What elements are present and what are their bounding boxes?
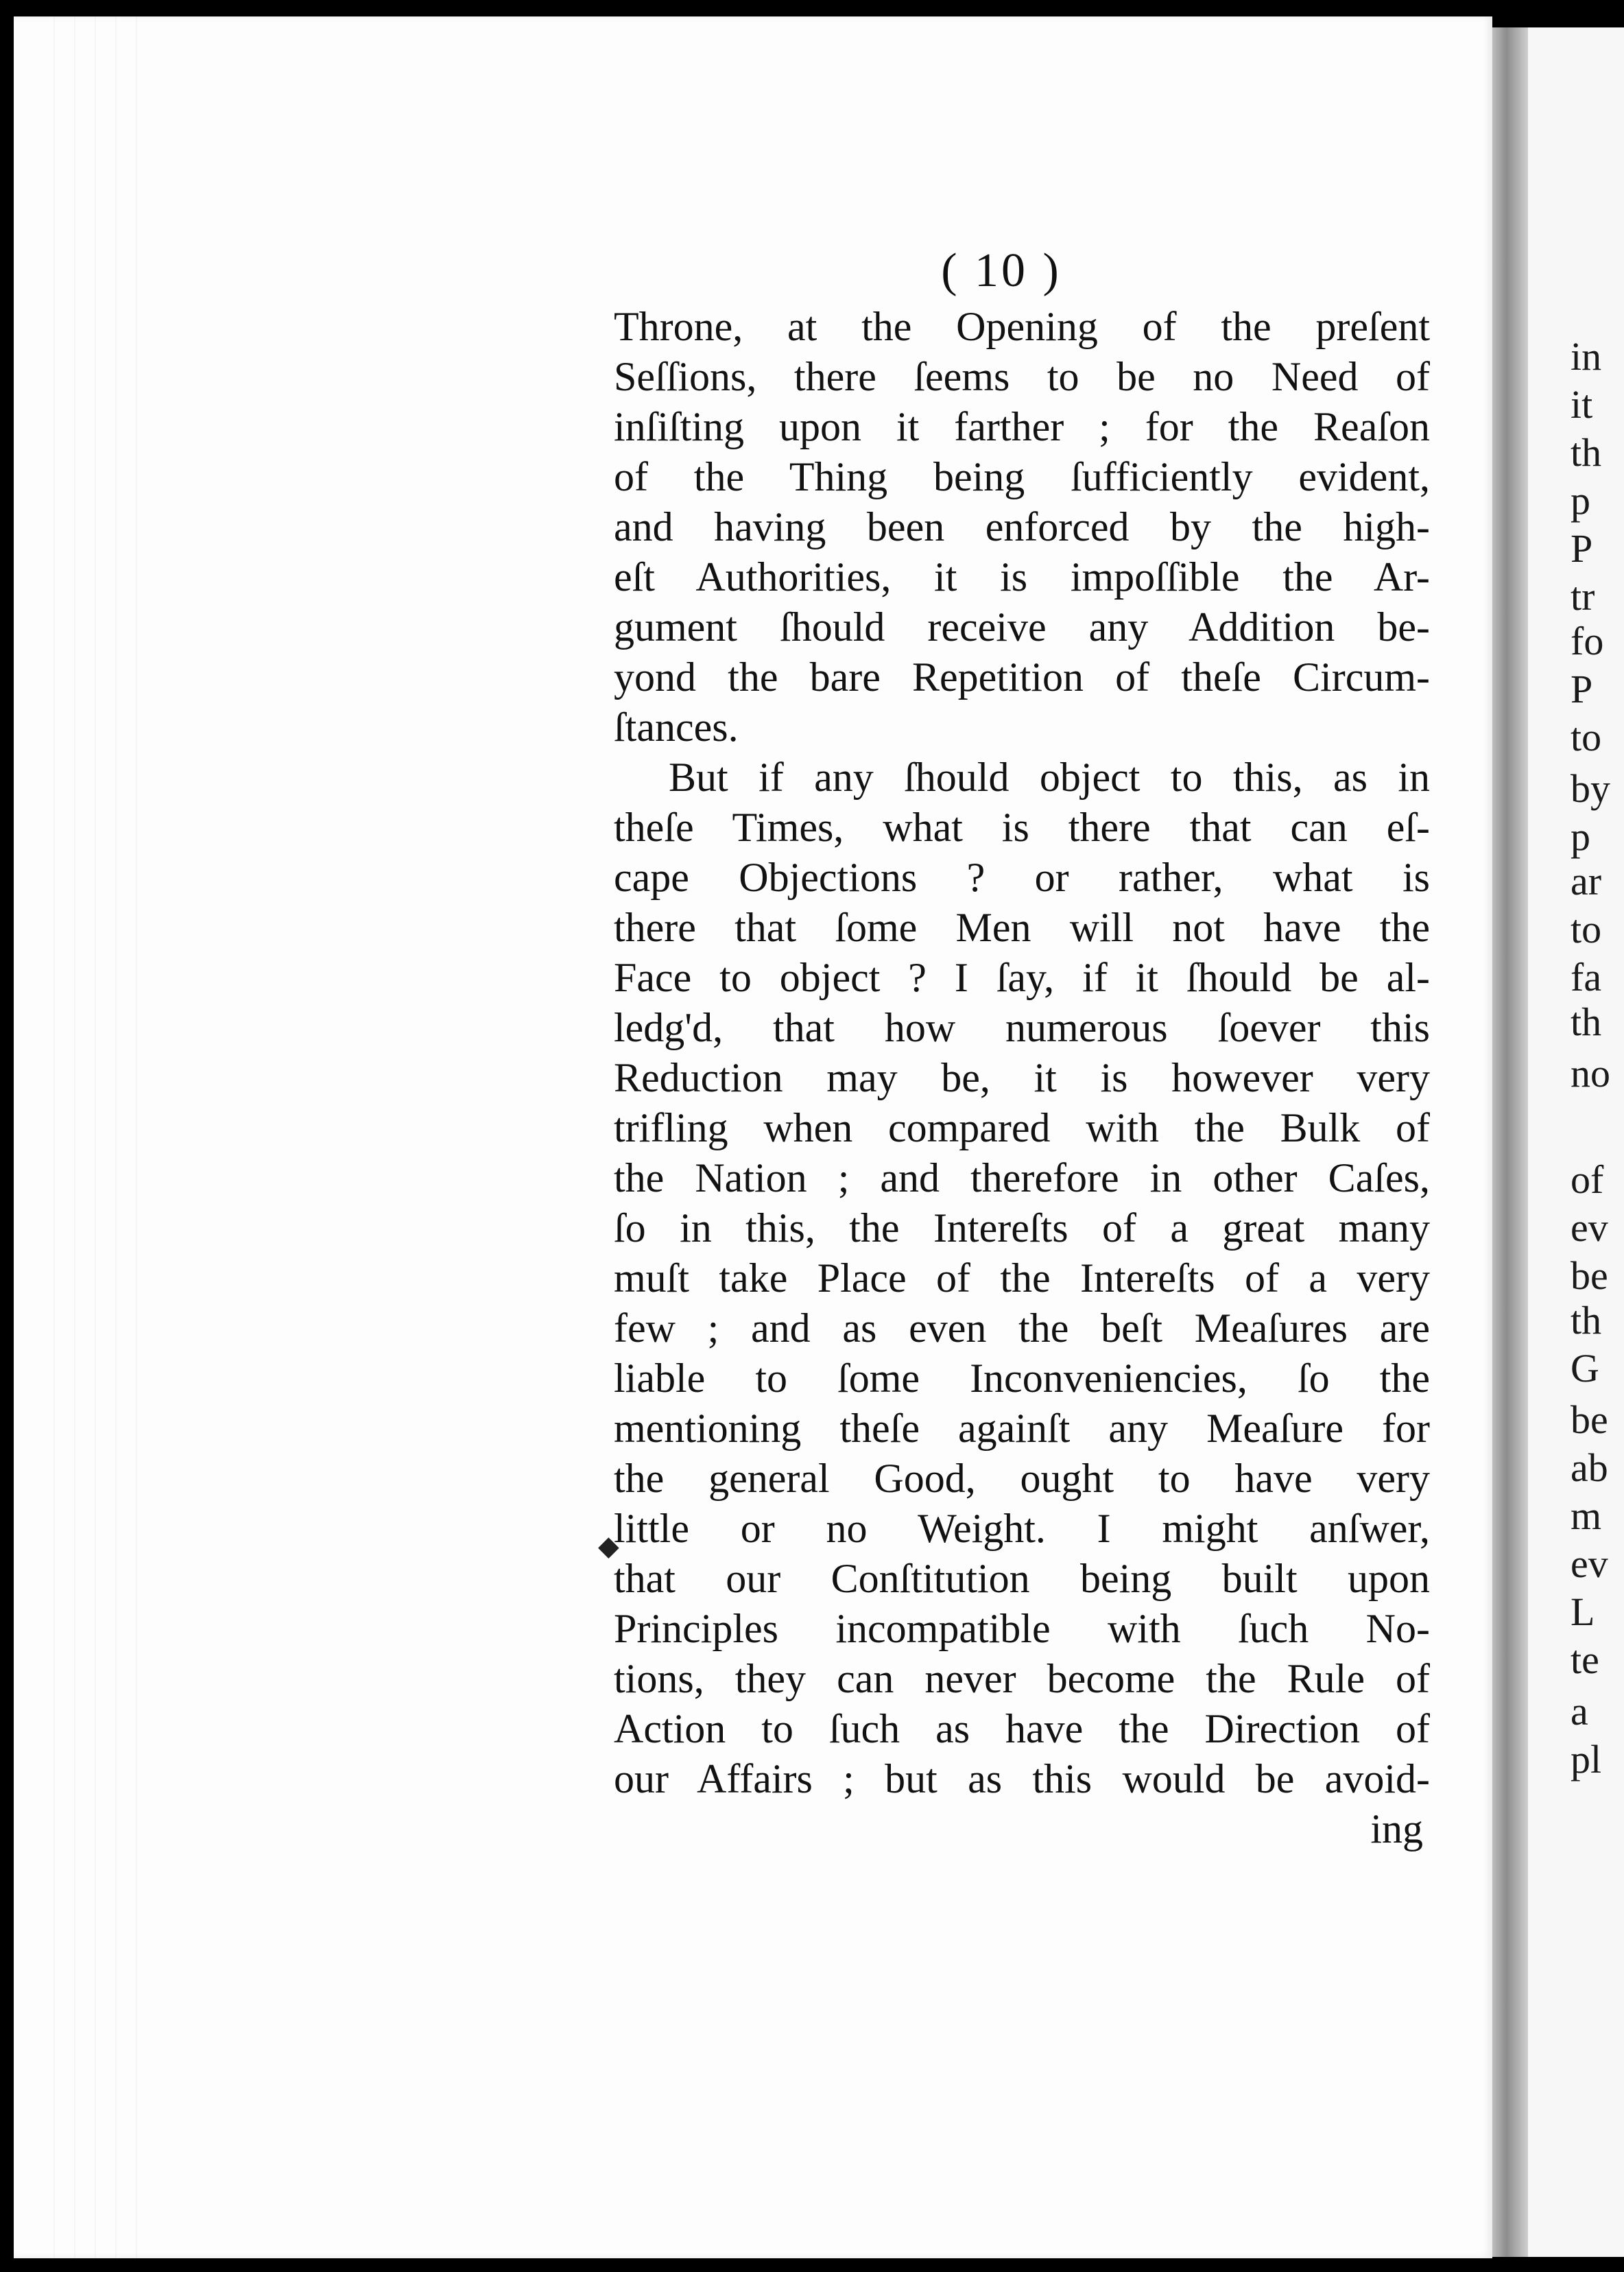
text-line: the Nation ; and therefore in other Caſes, — [614, 1155, 1430, 1200]
facing-page-fragment: it — [1571, 382, 1593, 427]
text-line: Face to object ? I ſay, if it ſhould be al- — [614, 955, 1430, 1000]
facing-page-fragment: p — [1571, 478, 1590, 523]
text-line: and having been enforced by the high- — [614, 504, 1430, 549]
facing-page-fragment: by — [1571, 766, 1610, 811]
facing-page-fragment: ar — [1571, 859, 1602, 903]
facing-page-fragment: th — [1571, 1298, 1602, 1342]
facing-page-fragment: G — [1571, 1346, 1599, 1391]
facing-page-fragment: ab — [1571, 1445, 1608, 1490]
text-line: mentioning theſe againſt any Meaſure for — [614, 1406, 1430, 1451]
facing-page-fragment: to — [1571, 907, 1602, 951]
facing-page-fragment: P — [1571, 526, 1593, 571]
text-line: the general Good, ought to have very — [614, 1456, 1430, 1501]
text-line: Throne, at the Opening of the preſent — [614, 304, 1430, 349]
text-line: little or no Weight. I might anſwer, — [614, 1506, 1430, 1551]
facing-page-fragment: P — [1571, 667, 1593, 711]
book-gutter — [1492, 27, 1528, 2257]
text-line: that our Conſtitution being built upon — [614, 1556, 1430, 1601]
facing-page-fragment: tr — [1571, 574, 1595, 619]
facing-page-fragment: pl — [1571, 1737, 1602, 1782]
text-line: But if any ſhould object to this, as in — [669, 755, 1430, 800]
facing-page-fragment: be — [1571, 1397, 1608, 1442]
text-line: Seſſions, there ſeems to be no Need of — [614, 354, 1430, 399]
text-line: ſtances. — [614, 705, 739, 750]
margin-mark: ◆ — [598, 1530, 619, 1561]
text-line: cape Objections ? or rather, what is — [614, 855, 1430, 900]
facing-page-fragment: no — [1571, 1051, 1610, 1096]
facing-page-fragment: be — [1571, 1253, 1608, 1298]
text-line: few ; and as even the beſt Meaſures are — [614, 1305, 1430, 1351]
text-line: yond the bare Repetition of theſe Circum- — [614, 654, 1430, 700]
text-line: muſt take Place of the Intereſts of a very — [614, 1255, 1430, 1301]
facing-page-fragment: ev — [1571, 1205, 1608, 1250]
facing-page-fragment: th — [1571, 999, 1602, 1044]
facing-page-fragment: of — [1571, 1157, 1604, 1202]
text-line: liable to ſome Inconveniencies, ſo the — [614, 1356, 1430, 1401]
page-number: ( 10 ) — [941, 244, 1062, 297]
text-line: there that ſome Men will not have the — [614, 905, 1430, 950]
text-line: of the Thing being ſufficiently evident, — [614, 454, 1430, 499]
facing-page-fragment: fo — [1571, 619, 1604, 663]
catchword: ing — [1370, 1806, 1423, 1851]
text-line: Principles incompatible with ſuch No- — [614, 1606, 1430, 1651]
page-edge-texture — [34, 16, 137, 2258]
text-line: ledg'd, that how numerous ſoever this — [614, 1005, 1430, 1050]
facing-page-fragment: to — [1571, 715, 1602, 759]
facing-page-fragment: in — [1571, 334, 1602, 379]
text-line: eſt Authorities, it is impoſſible the Ar- — [614, 554, 1430, 600]
text-line: tions, they can never become the Rule of — [614, 1656, 1430, 1701]
text-line: inſiſting upon it farther ; for the Reaſon — [614, 404, 1430, 449]
facing-page-fragment: ev — [1571, 1541, 1608, 1586]
text-line: theſe Times, what is there that can eſ- — [614, 805, 1430, 850]
text-line: ſo in this, the Intereſts of a great many — [614, 1205, 1430, 1251]
text-line: Action to ſuch as have the Direction of — [614, 1706, 1430, 1751]
facing-page-fragment: fa — [1571, 955, 1602, 999]
text-line: trifling when compared with the Bulk of — [614, 1105, 1430, 1150]
text-line: gument ſhould receive any Addition be- — [614, 604, 1430, 650]
facing-page-fragment: L — [1571, 1589, 1595, 1634]
text-line: Reduction may be, it is however very — [614, 1055, 1430, 1100]
facing-page-fragment: te — [1571, 1637, 1599, 1682]
text-line: our Affairs ; but as this would be avoid- — [614, 1756, 1430, 1801]
facing-page-fragment: a — [1571, 1689, 1588, 1733]
body-text — [614, 302, 1430, 1854]
facing-page-fragment: m — [1571, 1493, 1602, 1538]
facing-page-fragment: p — [1571, 814, 1590, 859]
facing-page-fragment: th — [1571, 430, 1602, 475]
